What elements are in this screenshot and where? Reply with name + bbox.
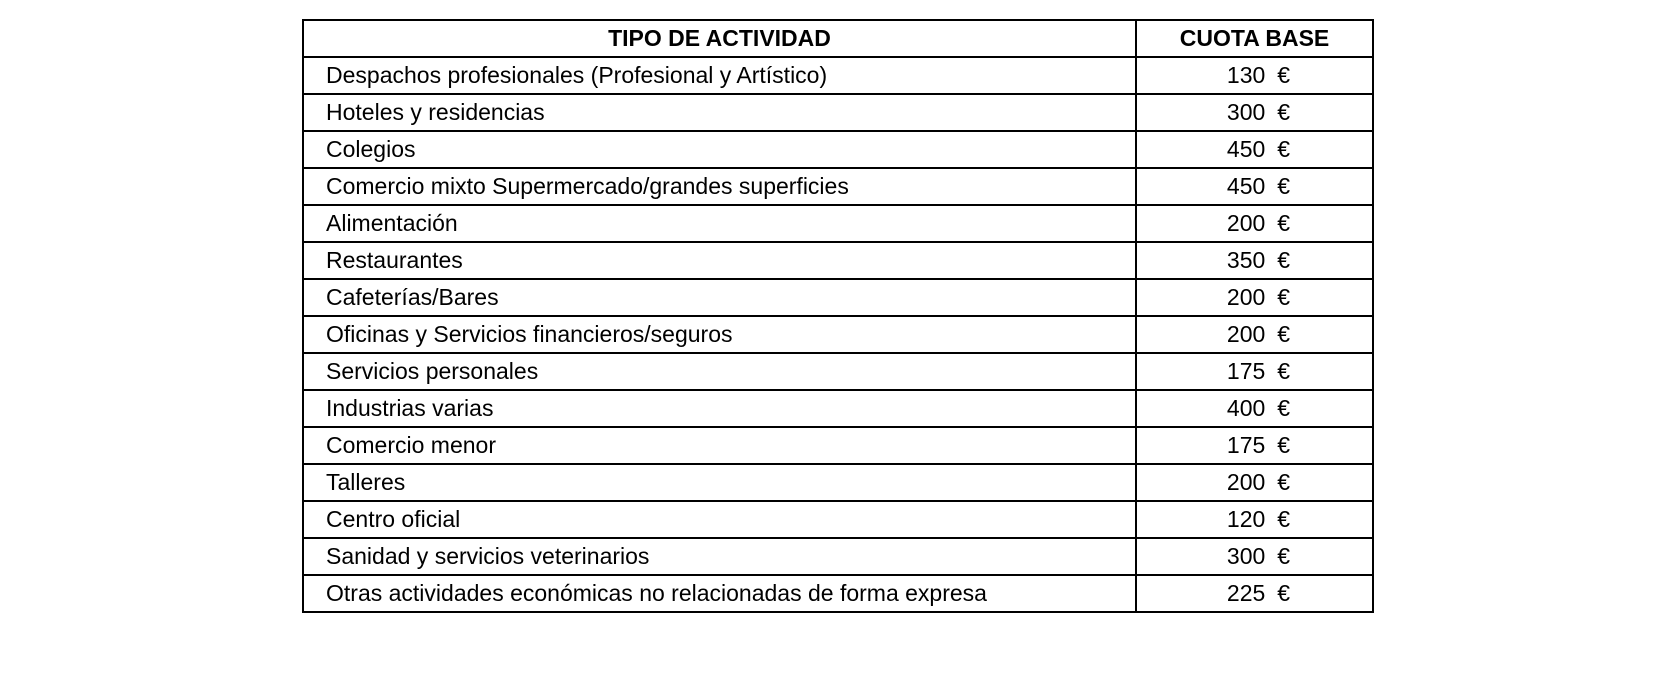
- activity-cell: Oficinas y Servicios financieros/seguros: [303, 316, 1136, 353]
- activity-cell: Servicios personales: [303, 353, 1136, 390]
- activity-cell: Alimentación: [303, 205, 1136, 242]
- activity-cell: Comercio menor: [303, 427, 1136, 464]
- fee-cell: [1136, 575, 1373, 612]
- table-row: [303, 464, 1373, 501]
- currency-symbol: €: [1277, 321, 1291, 347]
- currency-symbol: €: [1277, 432, 1291, 458]
- currency-symbol: €: [1277, 173, 1291, 199]
- currency-symbol: €: [1277, 136, 1291, 162]
- fee-amount: 175: [1226, 358, 1266, 384]
- fee-amount: 200: [1226, 284, 1266, 310]
- activity-cell: Sanidad y servicios veterinarios: [303, 538, 1136, 575]
- activity-cell: Talleres: [303, 464, 1136, 501]
- fee-cell: [1136, 242, 1373, 279]
- fee-table-header: [303, 20, 1373, 57]
- fee-amount: 175: [1226, 432, 1266, 458]
- currency-symbol: €: [1277, 580, 1291, 606]
- fee-cell: [1136, 427, 1373, 464]
- currency-symbol: €: [1277, 62, 1291, 88]
- fee-cell: [1136, 205, 1373, 242]
- currency-symbol: €: [1277, 469, 1291, 495]
- fee-amount: 200: [1226, 210, 1266, 236]
- fee-table-body: [303, 57, 1373, 612]
- activity-cell: Colegios: [303, 131, 1136, 168]
- currency-symbol: €: [1277, 358, 1291, 384]
- fee-cell: [1136, 57, 1373, 94]
- activity-cell: Hoteles y residencias: [303, 94, 1136, 131]
- fee-amount: 120: [1226, 506, 1266, 532]
- table-row: [303, 205, 1373, 242]
- activity-cell: Centro oficial: [303, 501, 1136, 538]
- header-row: [303, 20, 1373, 57]
- currency-symbol: €: [1277, 284, 1291, 310]
- activity-cell: Restaurantes: [303, 242, 1136, 279]
- activity-cell: Industrias varias: [303, 390, 1136, 427]
- fee-amount: 200: [1226, 321, 1266, 347]
- table-row: [303, 279, 1373, 316]
- fee-cell: [1136, 131, 1373, 168]
- fee-cell: [1136, 538, 1373, 575]
- currency-symbol: €: [1277, 247, 1291, 273]
- activity-cell: Despachos profesionales (Profesional y Artístico): [303, 57, 1136, 94]
- table-row: [303, 131, 1373, 168]
- fee-amount: 350: [1226, 247, 1266, 273]
- fee-cell: [1136, 390, 1373, 427]
- activity-cell: Otras actividades económicas no relacionadas de forma expresa: [303, 575, 1136, 612]
- table-row: [303, 242, 1373, 279]
- table-row: [303, 94, 1373, 131]
- table-row: [303, 538, 1373, 575]
- fee-amount: 225: [1226, 580, 1266, 606]
- fee-amount: 200: [1226, 469, 1266, 495]
- currency-symbol: €: [1277, 506, 1291, 532]
- header-activity: TIPO DE ACTIVIDAD: [303, 20, 1136, 57]
- table-row: [303, 168, 1373, 205]
- fee-amount: 400: [1226, 395, 1266, 421]
- fee-cell: [1136, 501, 1373, 538]
- fee-amount: 300: [1226, 99, 1266, 125]
- fee-amount: 300: [1226, 543, 1266, 569]
- header-base-fee: CUOTA BASE: [1136, 20, 1373, 57]
- fee-table: [302, 19, 1374, 613]
- currency-symbol: €: [1277, 210, 1291, 236]
- table-row: [303, 390, 1373, 427]
- fee-cell: [1136, 168, 1373, 205]
- fee-cell: [1136, 279, 1373, 316]
- activity-cell: Comercio mixto Supermercado/grandes superficies: [303, 168, 1136, 205]
- currency-symbol: €: [1277, 395, 1291, 421]
- table-row: [303, 501, 1373, 538]
- currency-symbol: €: [1277, 543, 1291, 569]
- fee-cell: [1136, 94, 1373, 131]
- currency-symbol: €: [1277, 99, 1291, 125]
- table-row: [303, 316, 1373, 353]
- fee-amount: 450: [1226, 136, 1266, 162]
- fee-cell: [1136, 316, 1373, 353]
- table-row: [303, 353, 1373, 390]
- table-row: [303, 575, 1373, 612]
- fee-cell: [1136, 353, 1373, 390]
- fee-amount: 450: [1226, 173, 1266, 199]
- table-row: [303, 57, 1373, 94]
- fee-amount: 130: [1226, 62, 1266, 88]
- activity-cell: Cafeterías/Bares: [303, 279, 1136, 316]
- table-row: [303, 427, 1373, 464]
- fee-cell: [1136, 464, 1373, 501]
